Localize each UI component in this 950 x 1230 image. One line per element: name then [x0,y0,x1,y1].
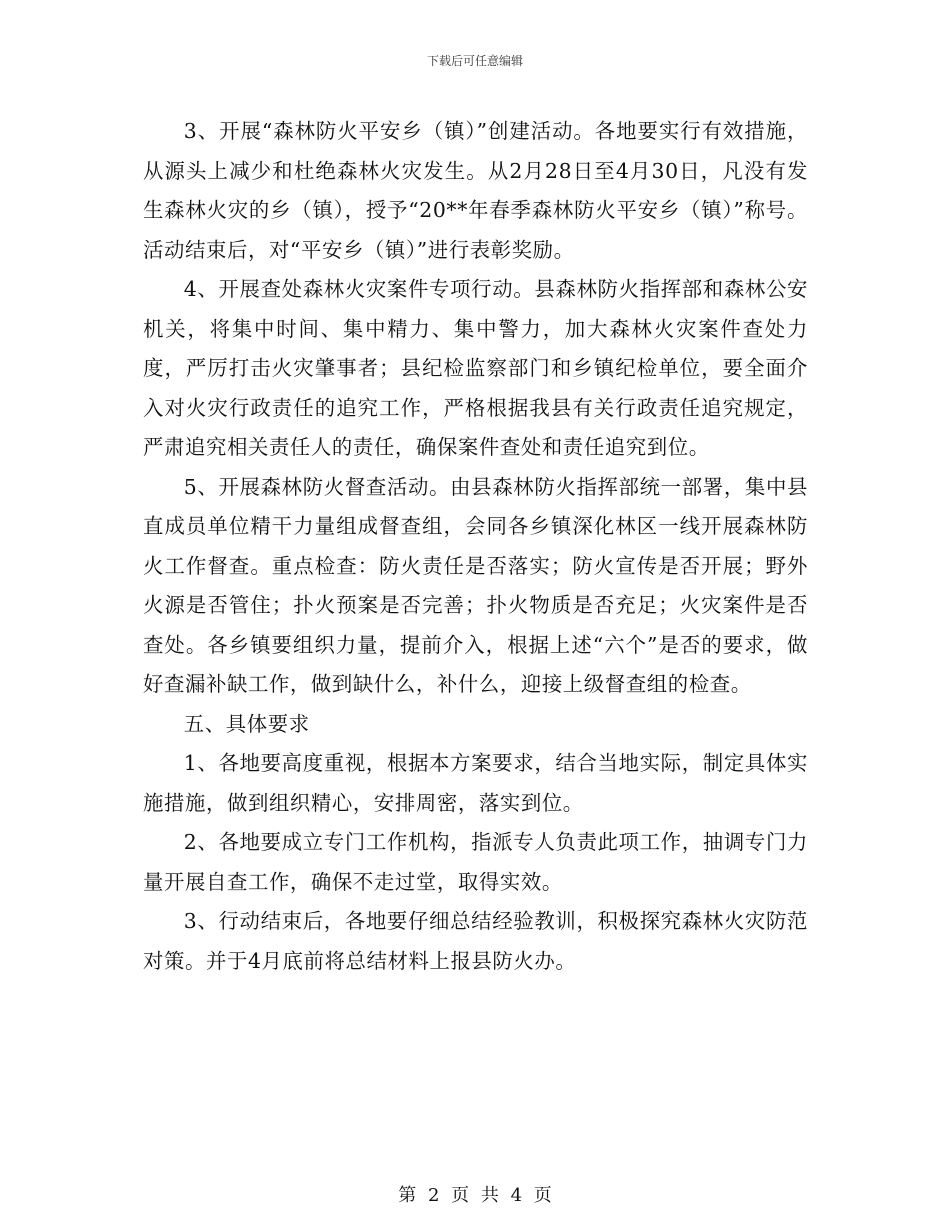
paragraph-fire-safe-town-campaign: 3、开展“森林防火平安乡（镇）”创建活动。各地要实行有效措施，从源头上减少和杜绝森林火灾发生。从2月28日至4月30日，凡没有发生森林火灾的乡（镇），授予“20**年春季森林防火平安乡（镇）”称号。活动结束后，对“平安乡（镇）”进行表彰奖励。 [143,119,808,262]
requirement-item-2: 2、各地要成立专门工作机构，指派专人负责此项工作，抽调专门力量开展自查工作，确保不走过堂，取得实效。 [143,830,808,894]
requirement-item-3: 3、行动结束后，各地要仔细总结经验教训，积极探究森林火灾防范对策。并于4月底前将总结材料上报县防火办。 [143,909,808,973]
requirement-item-1: 1、各地要高度重视，根据本方案要求，结合当地实际，制定具体实施措施，做到组织精心，安排周密，落实到位。 [143,751,808,815]
page-header: 下载后可任意编辑 [426,54,523,68]
paragraph-fire-inspection-campaign: 5、开展森林防火督查活动。由县森林防火指挥部统一部署，集中县直成员单位精干力量组成督查组，会同各乡镇深化林区一线开展森林防火工作督查。重点检查：防火责任是否落实；防火宣传是否开展；野外火源是否管住；扑火预案是否完善；扑火物质是否充足；火灾案件是否查处。各乡镇要组织力量，提前介入，根据上述“六个”是否的要求，做好查漏补缺工作，做到缺什么，补什么，迎接上级督查组的检查。 [143,474,808,696]
paragraph-fire-case-investigation: 4、开展查处森林火灾案件专项行动。县森林防火指挥部和森林公安机关，将集中时间、集中精力、集中警力，加大森林火灾案件查处力度，严厉打击火灾肇事者；县纪检监察部门和乡镇纪检单位，要全面介入对火灾行政责任的追究工作，严格根据我县有关行政责任追究规定，严肃追究相关责任人的责任，确保案件查处和责任追究到位。 [143,277,808,459]
section-heading-requirements: 五、具体要求 [183,711,310,736]
document-body [143,112,808,981]
page-number-footer: 第 2 页 共 4 页 [398,1185,552,1206]
